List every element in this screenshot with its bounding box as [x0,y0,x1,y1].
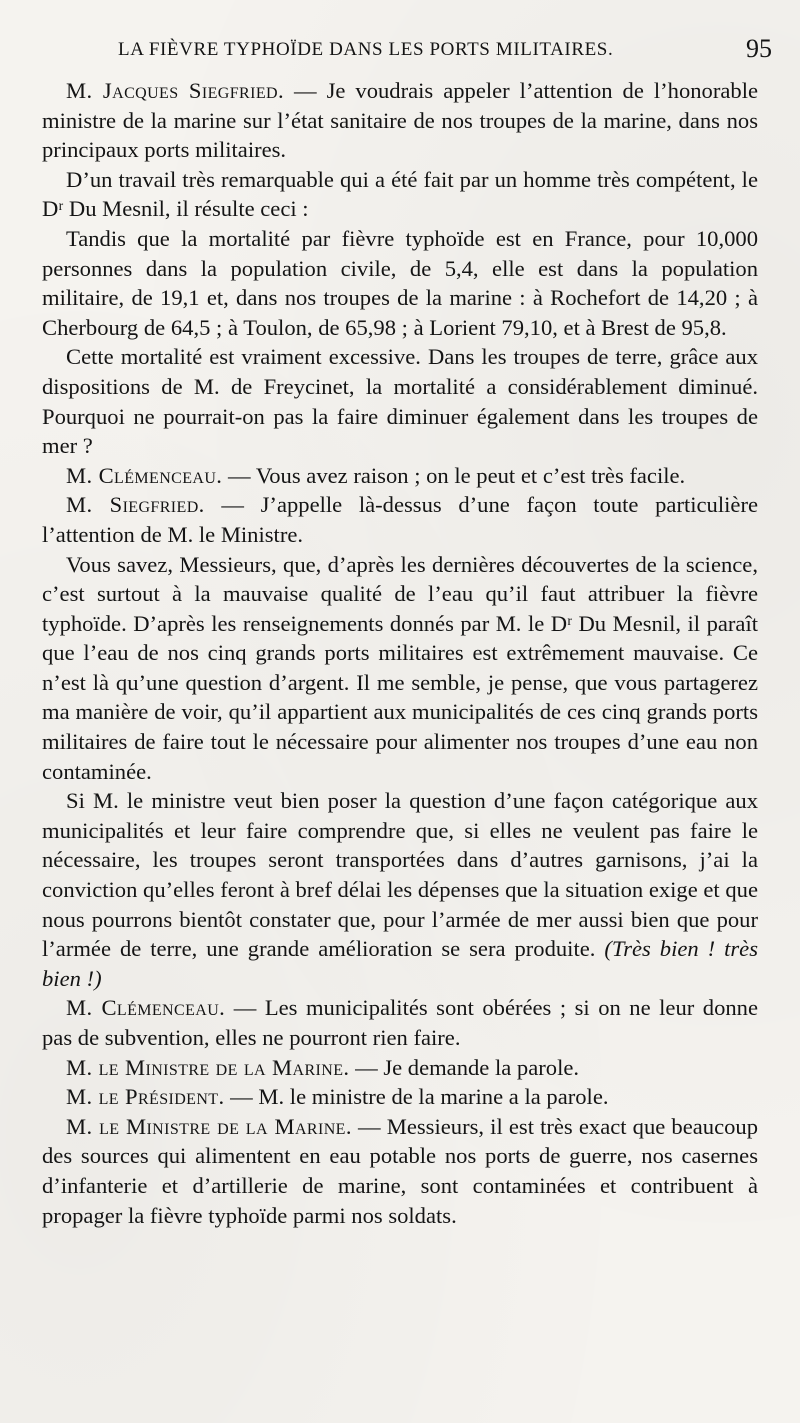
paragraph-text: — M. le ministre de la marine a la parole. [224,1084,609,1110]
paragraph-text: D’un travail très remarquable qui a été fait par un homme très compétent, le Dʳ Du Mesnil, il résulte ceci : [42,166,758,222]
running-title: LA FIÈVRE TYPHOÏDE DANS LES PORTS MILITAIRES. [118,39,614,60]
paragraph [42,165,758,224]
paragraph [42,490,758,549]
paragraph-text: Vous savez, Messieurs, que, d’après les dernières découvertes de la science, c’est surtout à la mauvaise qualité de l’eau qu’il faut attribuer la fièvre typhoïde. D’après les renseignements donnés par M. le Dʳ Du Mesnil, il paraît que l’eau de nos cinq grands ports militaires est extrêmement mauvaise. Ce n’est là qu’une question d’argent. Il me semble, je pense, que vous partagerez ma manière de voir, qu’il appartient aux municipalités de ces cinq grands ports militaires de faire tout le nécessaire pour alimenter nos troupes d’une eau non contaminée. [42,551,758,784]
paragraph-text: Cette mortalité est vraiment excessive. Dans les troupes de terre, grâce aux dispositions de M. de Freycinet, la mortalité a considérablement diminué. Pourquoi ne pourrait-on pas la faire diminuer également dans les troupes de mer ? [42,344,758,459]
paragraph [42,993,758,1052]
body-text [42,76,758,1230]
paragraph-text: — Les municipalités sont obérées ; si on ne leur donne pas de subvention, elles ne pourront rien faire. [42,995,758,1050]
paragraph-text: — Messieurs, il est très exact que beaucoup des sources qui alimentent en eau potable nos ports de guerre, nos casernes d’infanterie et d’artillerie de marine, sont contaminées et contribuent à propager la fièvre typhoïde parmi nos soldats. [42,1113,758,1228]
page-number: 95 [746,34,772,63]
paragraph-text: Si M. le ministre veut bien poser la question d’une façon catégorique aux municipalités et leur faire comprendre que, si elles ne veulent pas faire le nécessaire, les troupes seront transportées dans d’autres garnisons, j’ai la conviction qu’elles feront à bref délai les dépenses que la situation exige et que nous pourrons bientôt constater que, pour l’armée de mer aussi bien que pour l’armée de terre, une grande amélioration se sera produite. [42,788,758,962]
paragraph [42,1112,758,1230]
paragraph [42,1082,758,1112]
paragraph [42,224,758,342]
paragraph-text: — J’appelle là-dessus d’une façon toute particulière l’attention de M. le Ministre. [42,492,758,547]
paragraph [42,342,758,460]
applause-note: (Très bien ! très bien !) [42,936,758,991]
paragraph-text: — Je demande la parole. [349,1054,580,1080]
speaker-name: M. le Ministre de la Marine. [66,1113,352,1139]
speaker-name: M. Clémenceau. [66,995,226,1021]
running-header [40,36,772,66]
paragraph [42,76,758,165]
paragraph-text: — Vous avez raison ; on le peut et c’est très facile. [222,462,686,488]
speaker-name: M. le Ministre de la Marine. [66,1054,350,1080]
speaker-name: M. le Président. [66,1084,225,1110]
speaker-name: M. Jacques Siegfried. [66,78,285,103]
speaker-name: M. Siegfried. [66,492,205,518]
paragraph [42,1053,758,1083]
paragraph [42,786,758,993]
paragraph [42,550,758,787]
speaker-name: M. Clémenceau. [66,462,223,488]
paragraph-text: Tandis que la mortalité par fièvre typhoïde est en France, pour 10,000 personnes dans la population civile, de 5,4, elle est dans la population militaire, de 19,1 et, dans nos troupes de la marine : à Rochefort de 14,20 ; à Cherbourg de 64,5 ; à Toulon, de 65,98 ; à Lorient 79,10, et à Brest de 95,8. [42,225,758,340]
paragraph [42,461,758,491]
paragraph-text: — Je voudrais appeler l’attention de l’honorable ministre de la marine sur l’état sanitaire de nos troupes de la marine, dans nos principaux ports militaires. [42,78,758,163]
